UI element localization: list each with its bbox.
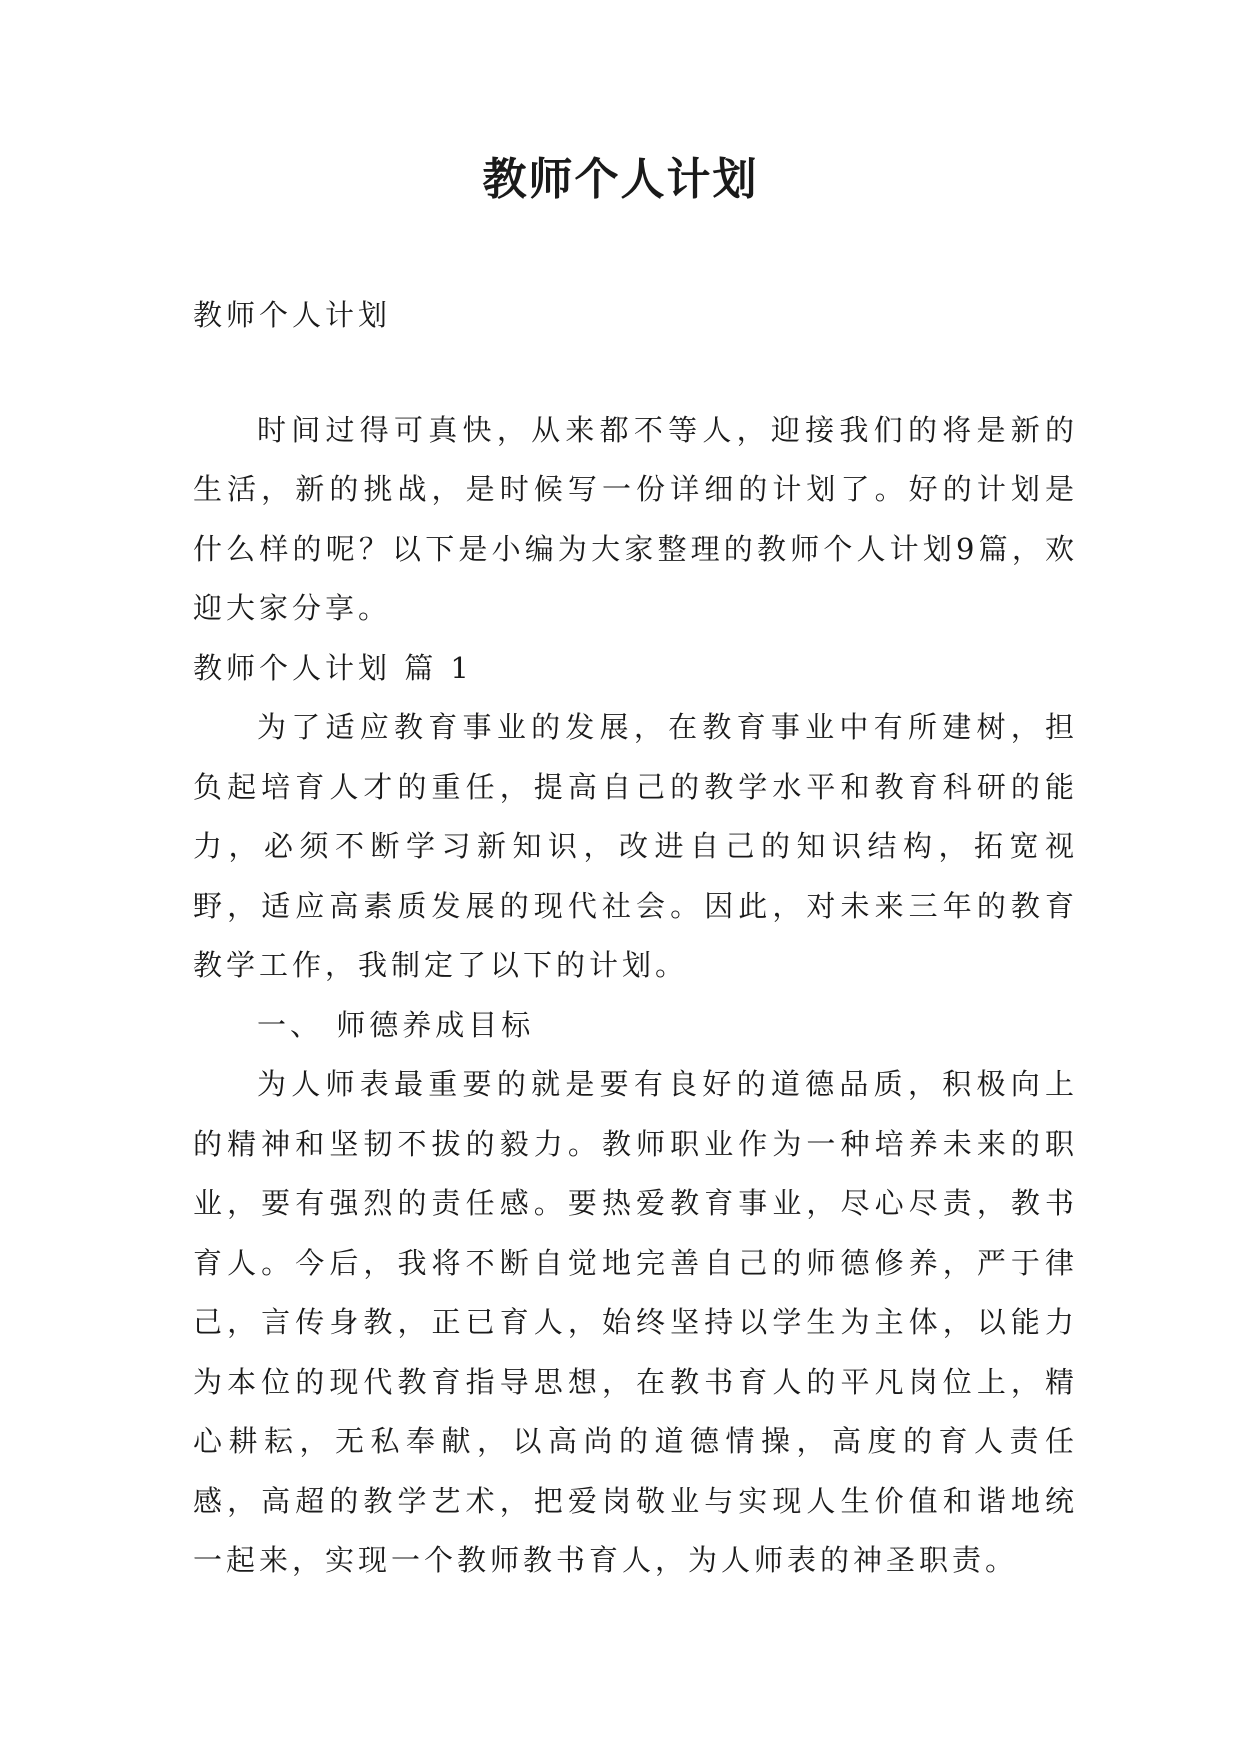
document-title: 教师个人计划 (482, 154, 759, 205)
document-body (193, 286, 1078, 1591)
paragraph-1: 为了适应教育事业的发展，在教育事业中有所建树，担负起培育人才的重任，提高自己的教学水平和教育科研的能力，必须不断学习新知识，改进自己的知识结构，拓宽视野，适应高素质发展的现代社会。因此，对未来三年的教育教学工作，我制定了以下的计划。 (193, 710, 1078, 982)
intro-paragraph: 时间过得可真快，从来都不等人，迎接我们的将是新的生活，新的挑战，是时候写一份详细的计划了。好的计划是什么样的呢？以下是小编为大家整理的教师个人计划9篇，欢迎大家分享。 (193, 412, 1078, 625)
heading-1: 一、 师德养成目标 (257, 1007, 535, 1042)
document-subtitle: 教师个人计划 (193, 298, 392, 332)
paragraph-2: 为人师表最重要的就是要有良好的道德品质，积极向上的精神和坚韧不拔的毅力。教师职业作为一种培养未来的职业，要有强烈的责任感。要热爱教育事业，尽心尽责，教书育人。今后，我将不断自觉地完善自己的师德修养，严于律己，言传身教，正已育人，始终坚持以学生为主体，以能力为本位的现代教育指导思想，在教书育人的平凡岗位上，精心耕耘，无私奉献，以高尚的道德情操，高度的育人责任感，高超的教学艺术，把爱岗敬业与实现人生价值和谐地统一起来，实现一个教师教书育人，为人师表的神圣职责。 (193, 1067, 1078, 1577)
section-heading: 教师个人计划 篇 1 (193, 650, 473, 685)
